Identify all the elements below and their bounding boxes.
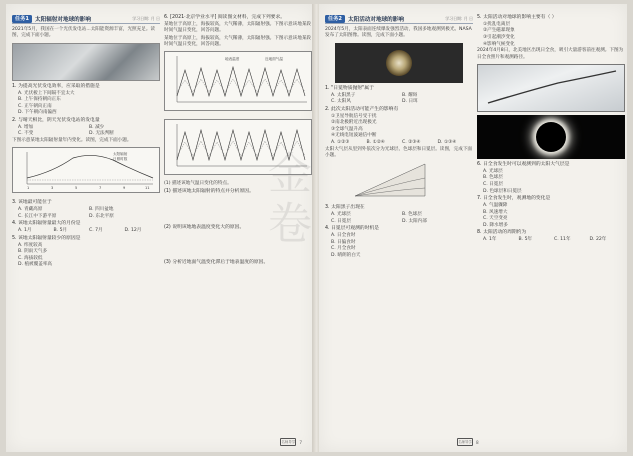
option: B. 色球层 bbox=[402, 212, 422, 218]
option: D. 12月 bbox=[124, 228, 142, 234]
legend-item: 近地面气温 bbox=[265, 57, 283, 62]
x-tick: 11 bbox=[145, 186, 150, 191]
option: B. ①②④ bbox=[366, 139, 385, 145]
option: D. 晴朗的白天 bbox=[331, 252, 361, 258]
question-4: 4. 日冕层可观测的时机是 bbox=[325, 226, 380, 232]
option: C. ②③④ bbox=[402, 139, 421, 145]
right-page-column-2 bbox=[477, 14, 625, 434]
option: B. 5月 bbox=[53, 228, 68, 234]
question-2: 2. 与晴天相比，阴天光伏发电站的发电量 bbox=[12, 117, 100, 123]
totality-path-line bbox=[488, 71, 616, 103]
option: D. 下午朝向南偏西 bbox=[18, 110, 57, 116]
question-4: 4. 该地太阳辐射量最大的月份是 bbox=[12, 221, 81, 227]
page-number: 8 bbox=[476, 439, 479, 445]
question-5: 5. 太阳活动对地球的影响主要有（ ） bbox=[477, 15, 557, 20]
north-america-map bbox=[477, 64, 625, 112]
temperature-chart-1 bbox=[164, 51, 312, 111]
option: B. 耀斑 bbox=[402, 92, 418, 98]
option: A. 纬度较高 bbox=[18, 242, 43, 248]
option: D. 22年 bbox=[589, 237, 607, 243]
statement: ②产生磁暴现象 bbox=[483, 28, 515, 34]
options-row bbox=[18, 214, 160, 221]
intro-text: 2024年5月，太阳表面连续爆发强烈活动，我国多地观测到极光。NASA发布了太阳图像。读图，完成下面小题。 bbox=[325, 27, 472, 39]
option: B. 5年 bbox=[518, 237, 533, 243]
radiation-chart bbox=[12, 147, 160, 193]
options-row bbox=[331, 212, 473, 219]
intro-text: 某地位于高原上，海拔较高，大气稀薄，太阳辐射强。下图示意该地某段时间气温日变化，回答问题。 bbox=[164, 21, 312, 34]
question-1: 1. 为提高光伏发电效率，应采取的措施是 bbox=[12, 83, 100, 89]
task-title: 太阳辐射对地球的影响 bbox=[35, 16, 91, 23]
x-tick: 1 bbox=[27, 186, 30, 191]
option: A. 1月 bbox=[18, 228, 32, 234]
option: C. 7月 bbox=[89, 228, 103, 234]
options-row bbox=[18, 131, 160, 138]
options-row bbox=[18, 207, 160, 214]
x-tick: 9 bbox=[123, 186, 126, 191]
task-tag: 任务2 bbox=[325, 15, 345, 23]
option: B. 日偏食时 bbox=[331, 239, 356, 245]
x-tick: 5 bbox=[75, 186, 78, 191]
legend-item: 日照时数 bbox=[113, 157, 128, 162]
left-page-column-2 bbox=[164, 14, 312, 434]
option: A. 光伏板上下间隔不宜太大 bbox=[18, 90, 75, 96]
left-page-column-1 bbox=[12, 14, 160, 434]
option: A. 青藏高原 bbox=[18, 207, 43, 213]
option: B. 减少 bbox=[89, 124, 105, 130]
option: B. 风速增大 bbox=[483, 209, 508, 215]
sun-image bbox=[386, 50, 412, 76]
option: A. 太阳黑子 bbox=[331, 92, 356, 98]
statement: ③全球气温升高 bbox=[331, 126, 363, 132]
answer-space bbox=[164, 196, 312, 224]
task-header bbox=[325, 14, 473, 24]
task-meta: 学习日期: 月 日 bbox=[132, 15, 160, 21]
option: D. 降水增多 bbox=[483, 222, 508, 228]
option: B. 上午保持朝向正东 bbox=[18, 97, 61, 103]
option: D. 色球层和日冕层 bbox=[483, 188, 522, 194]
radiation-curve bbox=[27, 156, 153, 179]
options-row bbox=[18, 228, 160, 235]
statement: ②南北极附近出现极光 bbox=[331, 120, 377, 126]
option: B. 四川盆地 bbox=[89, 207, 114, 213]
option: D. ①③④ bbox=[437, 139, 457, 145]
option: D. 植被覆盖率高 bbox=[18, 262, 53, 268]
options-row bbox=[331, 140, 473, 147]
option: B. 阴雨天气多 bbox=[18, 249, 48, 255]
task-tag: 任务1 bbox=[12, 15, 32, 23]
option: A. 气温骤降 bbox=[483, 202, 508, 208]
statement: ①扰乱电离层 bbox=[483, 21, 511, 27]
question-8: 8. 太阳活动的周期约为 bbox=[477, 230, 527, 236]
intro-text: 太阳大气层从里到外依次分为光球层、色球层和日冕层。读图，完成下面小题。 bbox=[325, 146, 473, 158]
statement: ③引起潮汐变化 bbox=[483, 34, 515, 40]
option: C. 11年 bbox=[554, 237, 571, 243]
option: C. 日冕层 bbox=[331, 218, 351, 224]
option: C. 正午朝向正南 bbox=[18, 103, 52, 109]
answer-space bbox=[164, 231, 312, 259]
legend-item: 太阳辐射 bbox=[113, 152, 128, 157]
solar-panel-photo bbox=[12, 43, 160, 81]
option: D. 日珥 bbox=[402, 99, 418, 105]
option: D. 太阳内部 bbox=[402, 218, 427, 224]
question-3: 3. 太阳黑子出现在 bbox=[325, 205, 365, 211]
sub-question-1: (1) 描述该地太阳辐射的特点并分析原因。 bbox=[164, 188, 254, 194]
right-page-column-1 bbox=[325, 14, 473, 434]
option: C. 长江中下游平原 bbox=[18, 213, 57, 219]
option: A. 1年 bbox=[483, 237, 497, 243]
eclipse-path bbox=[478, 65, 624, 111]
option: C. 月全食时 bbox=[331, 246, 356, 252]
options-row bbox=[331, 219, 473, 226]
temperature-chart-2 bbox=[164, 119, 312, 175]
option: A. 增加 bbox=[18, 124, 34, 130]
question-3: 3. 该地最可能位于 bbox=[12, 200, 52, 206]
option: C. 日冕层 bbox=[483, 181, 503, 187]
intro-text: 某地位于高原上，海拔较高，大气稀薄，太阳辐射强。下图示意该地某段时间气温日变化，回答问题。 bbox=[164, 35, 312, 48]
question-7: 7. 日全食发生时，观测地的变化是 bbox=[477, 196, 551, 202]
chart-caption: (1) 描述该地气温日变化的特点。 bbox=[164, 181, 232, 187]
option: A. 光球层 bbox=[331, 212, 351, 218]
option: C. 天空变亮 bbox=[483, 216, 508, 222]
task-title: 太阳活动对地球的影响 bbox=[348, 16, 404, 23]
options-row bbox=[331, 99, 473, 106]
question-5: 5. 该地太阳辐射量较少的原因是 bbox=[12, 235, 81, 241]
task-header bbox=[12, 14, 160, 24]
sub-question-2: (2) 说明该地地表温度变化大的原因。 bbox=[164, 224, 245, 230]
task-meta: 学习日期: 月 日 bbox=[445, 15, 473, 21]
option: D. 无法判断 bbox=[89, 131, 114, 137]
statement: ①卫星导航信号受干扰 bbox=[331, 113, 377, 119]
option: C. 不变 bbox=[18, 131, 34, 137]
total-eclipse-photo bbox=[477, 115, 625, 159]
question-2: 2. 此次太阳活动可能产生的影响有 bbox=[325, 106, 399, 112]
answer-space bbox=[164, 267, 312, 287]
question-6: 6. 日全食发生时可以观测到的太阳大气层是 bbox=[477, 161, 570, 167]
option: D. 东北平原 bbox=[89, 213, 114, 219]
eclipse-corona bbox=[536, 122, 566, 152]
option: A. 日全食时 bbox=[331, 233, 356, 239]
sub-question-3: (3) 分析近地面气温变化滞后于地表温度的原因。 bbox=[164, 260, 269, 266]
statement: ④影响气候变化 bbox=[483, 41, 515, 47]
sun-photo bbox=[335, 43, 463, 83]
intro-text: 2024年4月8日，北美地区出现日全食，吸引大量游客前往观测。下图为日全食照片和观测路径。 bbox=[477, 48, 624, 60]
option: C. 海拔较低 bbox=[18, 255, 43, 261]
option: B. 色球层 bbox=[483, 175, 503, 181]
options-row bbox=[483, 237, 625, 244]
sun-layers-diagram bbox=[325, 160, 471, 200]
option: A. 光球层 bbox=[483, 168, 503, 174]
page-footer bbox=[457, 438, 479, 446]
x-tick: 3 bbox=[51, 186, 54, 191]
intro-text: 下图示意某地太阳辐射量年内变化。读图，完成下面小题。 bbox=[12, 137, 132, 143]
question-1: 1. "日冕物质抛射"属于 bbox=[325, 85, 374, 91]
option: A. ①②③ bbox=[331, 139, 350, 145]
x-tick: 7 bbox=[99, 186, 102, 191]
page-footer bbox=[280, 438, 302, 446]
statement: ④无线电短波通信中断 bbox=[331, 133, 377, 139]
page-number: 7 bbox=[299, 439, 302, 445]
left-page bbox=[6, 4, 314, 452]
right-page bbox=[319, 4, 627, 452]
option: C. 太阳风 bbox=[331, 99, 351, 105]
publisher-logo: 名师导学 bbox=[458, 440, 472, 444]
intro-text: 2021年5月，我国在一个光伏发电站...太阳能资源丰富，光照充足。读图，完成下面小题。 bbox=[12, 27, 156, 39]
legend-item: 地表温度 bbox=[225, 57, 240, 62]
question-6: 6. [2021·北京学业水平] 阅读图文材料，完成下列要求。 bbox=[164, 15, 286, 20]
publisher-logo: 名师导学 bbox=[281, 440, 296, 444]
